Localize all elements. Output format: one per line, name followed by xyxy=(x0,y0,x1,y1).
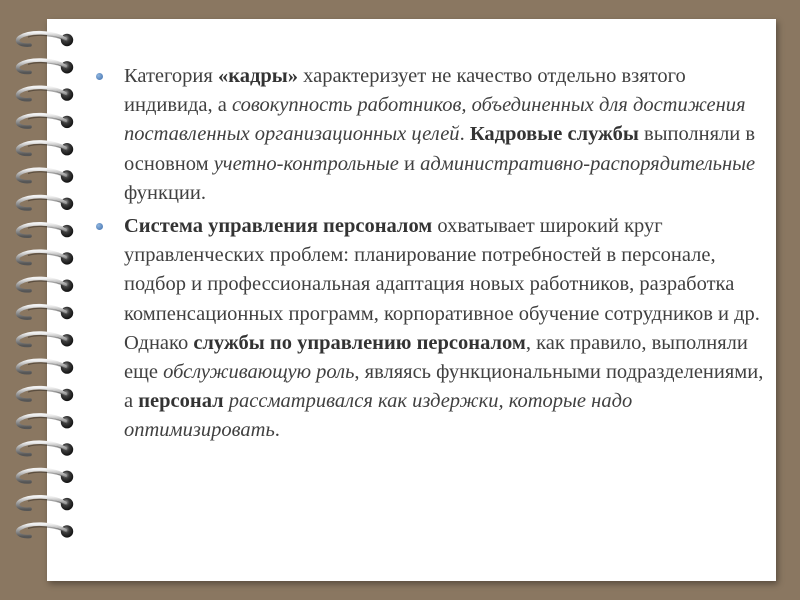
bold-run: «кадры» xyxy=(217,65,298,87)
text-run: выполняли в основном xyxy=(124,123,756,175)
text-run: . xyxy=(274,419,280,442)
bullet-dot-icon xyxy=(96,223,103,230)
spiral-ring-icon xyxy=(18,33,74,46)
spiral-ring-icon xyxy=(18,415,74,428)
spiral-ring-icon xyxy=(18,442,74,455)
italic-run: совокупность работников, объединенных для достижения поставленных организационных целей xyxy=(124,94,746,146)
spiral-ring-icon xyxy=(18,87,74,100)
bullet-item xyxy=(96,212,766,446)
bullet-item xyxy=(96,62,766,208)
bullet-list xyxy=(96,62,766,446)
text-run: охватывает широкий круг управленческих проблем: планирование потребностей в персонале, подбор и профессиональная адаптация новых работников, разработка компенсационных программ, корпоративное обучение сотрудников и др. Однако xyxy=(124,215,760,354)
spiral-ring-icon xyxy=(18,497,74,510)
bold-run: Кадровые службы xyxy=(469,123,639,146)
spiral-ring-icon xyxy=(18,333,74,346)
italic-run: учетно-контрольные xyxy=(213,152,399,175)
spiral-ring-icon xyxy=(18,306,74,319)
spiral-ring-icon xyxy=(18,60,74,73)
italic-run: обслуживающую роль xyxy=(163,361,355,384)
spiral-binding-icon xyxy=(0,0,90,600)
bullet-dot-icon xyxy=(96,73,103,80)
italic-run: административно-распорядительные xyxy=(420,152,756,175)
bold-run: персонал xyxy=(138,390,224,413)
text-run: функции. xyxy=(124,181,206,204)
spiral-ring-icon xyxy=(18,470,74,483)
text-run: и xyxy=(398,152,421,175)
spiral-ring-icon xyxy=(18,115,74,128)
bold-run: службы по управлению персоналом xyxy=(193,331,526,354)
slide-content xyxy=(96,62,766,450)
text-run: , как правило, выполняли еще xyxy=(124,331,748,384)
text-run: характеризует не качество отдельно взятого индивида, а xyxy=(124,65,686,117)
spiral-ring-icon xyxy=(18,142,74,155)
spiral-ring-icon xyxy=(18,251,74,264)
spiral-ring-icon xyxy=(18,197,74,210)
spiral-ring-icon xyxy=(18,278,74,291)
text-run: , являясь функциональными подразделениями, а xyxy=(124,361,764,413)
spiral-ring-icon xyxy=(18,169,74,182)
italic-run: рассматривался как издержки, которые надо оптимизировать xyxy=(124,390,633,442)
spiral-ring-icon xyxy=(18,224,74,237)
spiral-ring-icon xyxy=(18,360,74,373)
text-run: . xyxy=(459,123,470,146)
text-run: Категория xyxy=(124,65,218,87)
spiral-ring-icon xyxy=(18,524,74,537)
spiral-ring-icon xyxy=(18,388,74,401)
bold-run: Система управления персоналом xyxy=(124,215,433,238)
